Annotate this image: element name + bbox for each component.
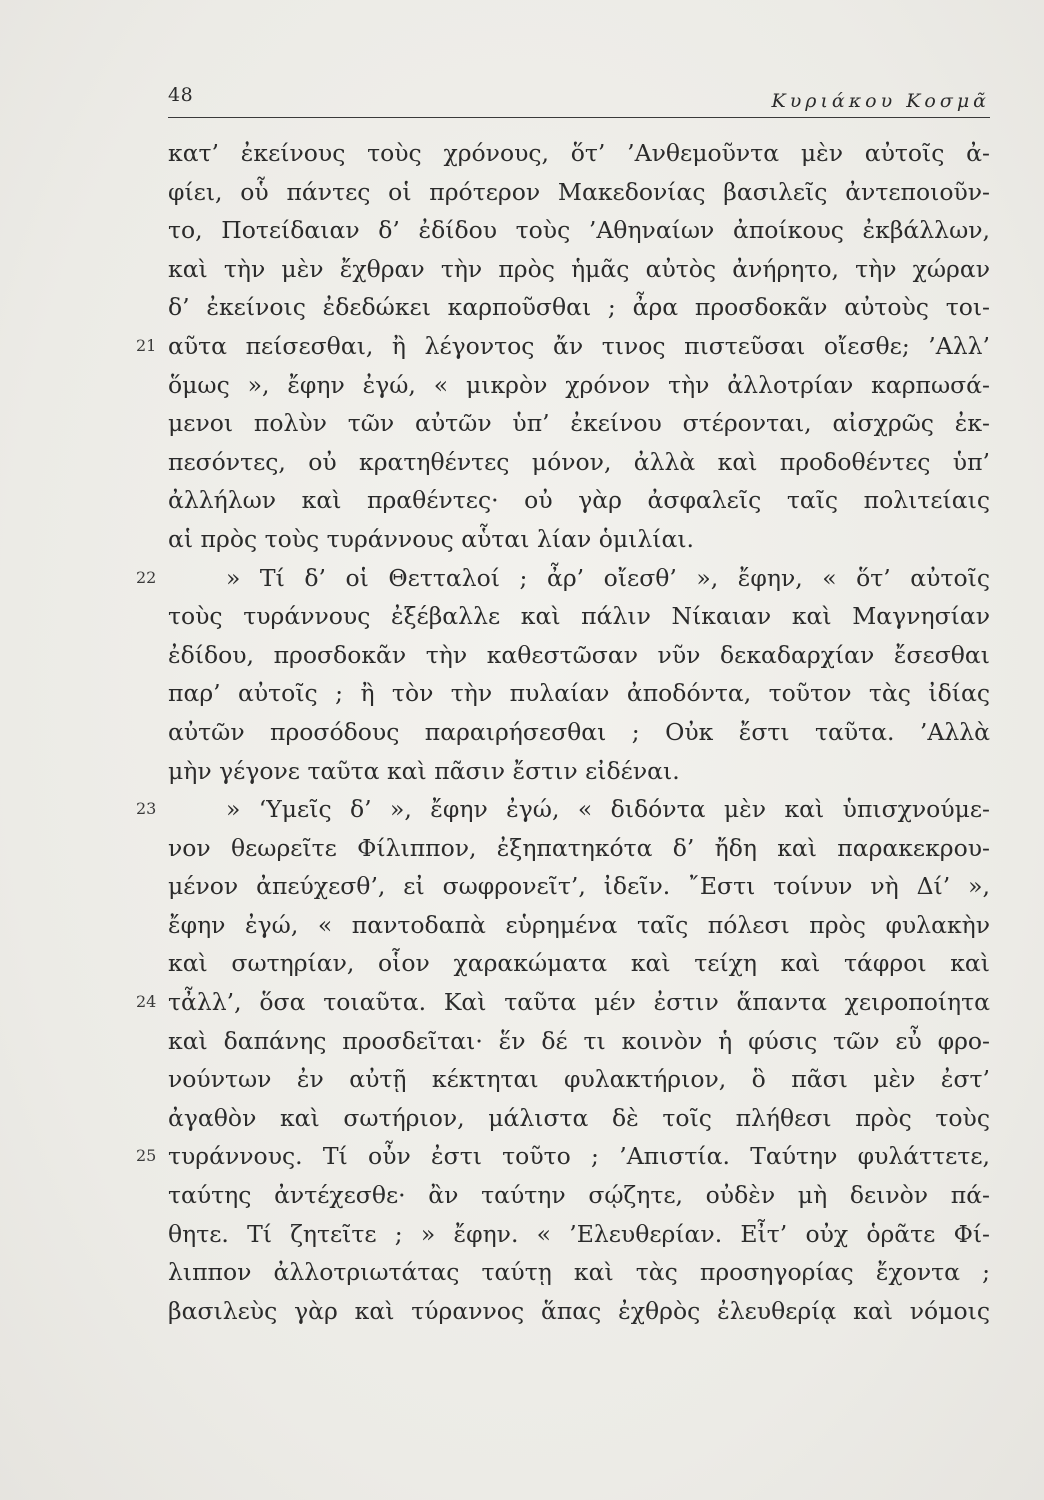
text-line xyxy=(168,211,990,250)
line-text: μένον ἀπεύχεσθ’, εἰ σωφρονεῖτ’, ἰδεῖν. ῎Εστι τοίνυν νὴ Δί’ », xyxy=(168,872,990,901)
text-line xyxy=(168,481,990,520)
line-text: νον θεωρεῖτε Φίλιππον, ἐξηπατηκότα δ’ ἤδη καὶ παρακεκρου- xyxy=(168,833,990,862)
body-text xyxy=(136,134,990,1330)
line-text: φίει, οὗ πάντες οἱ πρότερον Μακεδονίας βασιλεῖς ἀντεποιοῦν- xyxy=(168,177,990,206)
section-number: 24 xyxy=(136,992,157,1012)
line-text: νούντων ἐν αὐτῇ κέκτηται φυλακτήριον, ὃ πᾶσι μὲν ἐστ’ xyxy=(168,1065,990,1094)
line-text: βασιλεὺς γὰρ καὶ τύραννος ἅπας ἐχθρὸς ἐλευθερίᾳ καὶ νόμοις xyxy=(168,1296,990,1325)
text-line xyxy=(136,983,990,1022)
header-rule xyxy=(168,117,990,118)
text-line xyxy=(168,636,990,675)
text-line xyxy=(168,944,990,983)
text-line xyxy=(168,829,990,868)
line-text: ἀγαθὸν καὶ σωτήριον, μάλιστα δὲ τοῖς πλήθεσι πρὸς τοὺς xyxy=(168,1103,990,1132)
text-line xyxy=(136,327,990,366)
line-text: αἱ πρὸς τοὺς τυράννους αὗται λίαν ὁμιλίαι. xyxy=(168,524,695,553)
line-text: ὅμως », ἔφην ἐγώ, « μικρὸν χρόνον τὴν ἀλλοτρίαν καρπωσά- xyxy=(168,370,990,399)
line-text: τοὺς τυράννους ἐξέβαλλε καὶ πάλιν Νίκαιαν καὶ Μαγνησίαν xyxy=(168,602,990,631)
line-text: παρ’ αὐτοῖς ; ἢ τὸν τὴν πυλαίαν ἀποδόντα, τοῦτον τὰς ἰδίας xyxy=(168,679,990,708)
text-line xyxy=(168,404,990,443)
section-number: 21 xyxy=(136,335,157,355)
text-line xyxy=(168,752,990,791)
line-text: ἀλλήλων καὶ πραθέντες· οὐ γὰρ ἀσφαλεῖς ταῖς πολιτείαις xyxy=(168,486,990,515)
text-line xyxy=(168,713,990,752)
line-text: κατ’ ἐκείνους τοὺς χρόνους, ὅτ’ ’Ανθεμοῦντα μὲν αὐτοῖς ἀ- xyxy=(168,139,990,167)
line-text: τἆλλ’, ὅσα τοιαῦτα. Καὶ ταῦτα μέν ἐστιν ἅπαντα χειροποίητα xyxy=(168,988,990,1017)
text-line xyxy=(168,366,990,405)
line-text: τυράννους. Τί οὖν ἐστι τοῦτο ; ’Απιστία. Ταύτην φυλάττετε, xyxy=(168,1142,990,1171)
text-line xyxy=(168,134,990,173)
line-text: » Τί δ’ οἱ Θετταλοί ; ἆρ’ οἴεσθ’ », ἔφην, « ὅτ’ αὐτοῖς xyxy=(226,563,990,592)
line-text: δ’ ἐκείνοις ἐδεδώκει καρποῦσθαι ; ἆρα προσδοκᾶν αὐτοὺς τοι- xyxy=(168,293,990,322)
line-text: μὴν γέγονε ταῦτα καὶ πᾶσιν ἔστιν εἰδέναι. xyxy=(168,756,680,785)
line-text: ἔφην ἐγώ, « παντοδαπὰ εὑρημένα ταῖς πόλεσι πρὸς φυλακὴν xyxy=(168,910,990,939)
section-number: 23 xyxy=(136,799,157,819)
text-line xyxy=(168,1253,990,1292)
line-text: καὶ σωτηρίαν, οἷον χαρακώματα καὶ τείχη καὶ τάφροι καὶ xyxy=(168,949,990,978)
text-line xyxy=(168,906,990,945)
line-text: » ‘Υμεῖς δ’ », ἔφην ἐγώ, « διδόντα μὲν καὶ ὑπισχνούμε- xyxy=(226,795,990,824)
text-line xyxy=(168,1099,990,1138)
line-text: το, Ποτείδαιαν δ’ ἐδίδου τοὺς ’Αθηναίων ἀποίκους ἐκβάλλων, xyxy=(168,216,990,245)
text-line xyxy=(168,597,990,636)
page-header xyxy=(168,84,990,120)
text-line xyxy=(168,1176,990,1215)
text-line xyxy=(168,520,990,559)
text-line xyxy=(168,443,990,482)
text-line xyxy=(136,559,990,598)
line-text: θητε. Τί ζητεῖτε ; » ἔφην. « ’Ελευθερίαν. Εἶτ’ οὐχ ὁρᾶτε Φί- xyxy=(168,1219,990,1248)
running-head: Κυριάκου Κοσμᾶ xyxy=(771,90,990,112)
line-text: καὶ δαπάνης προσδεῖται· ἕν δέ τι κοινὸν ἡ φύσις τῶν εὖ φρο- xyxy=(168,1026,990,1055)
text-line xyxy=(168,173,990,212)
line-text: ἐδίδου, προσδοκᾶν τὴν καθεστῶσαν νῦν δεκαδαρχίαν ἔσεσθαι xyxy=(168,640,990,669)
text-line xyxy=(168,1060,990,1099)
text-line xyxy=(168,1292,990,1331)
line-text: αὐτῶν προσόδους παραιρήσεσθαι ; Οὐκ ἔστι ταῦτα. ’Αλλὰ xyxy=(168,717,990,746)
text-line xyxy=(168,1215,990,1254)
line-text: μενοι πολὺν τῶν αὐτῶν ὑπ’ ἐκείνου στέρονται, αἰσχρῶς ἐκ- xyxy=(168,409,990,438)
text-line xyxy=(168,674,990,713)
text-line xyxy=(168,867,990,906)
section-number: 22 xyxy=(136,567,157,587)
line-text: πεσόντες, οὐ κρατηθέντες μόνον, ἀλλὰ καὶ προδοθέντες ὑπ’ xyxy=(168,447,990,476)
page-number: 48 xyxy=(168,84,194,106)
section-number: 25 xyxy=(136,1146,157,1166)
line-text: ταύτης ἀντέχεσθε· ἂν ταύτην σῴζητε, οὐδὲν μὴ δεινὸν πά- xyxy=(168,1181,990,1210)
text-line xyxy=(136,790,990,829)
text-line xyxy=(136,1137,990,1176)
text-line xyxy=(168,1022,990,1061)
text-line xyxy=(168,250,990,289)
line-text: καὶ τὴν μὲν ἔχθραν τὴν πρὸς ἡμᾶς αὐτὸς ἀνήρητο, τὴν χώραν xyxy=(168,254,990,283)
line-text: λιππον ἀλλοτριωτάτας ταύτῃ καὶ τὰς προσηγορίας ἔχοντα ; xyxy=(168,1258,990,1287)
line-text: αῦτα πείσεσθαι, ἢ λέγοντος ἄν τινος πιστεῦσαι οἴεσθε; ’Αλλ’ xyxy=(168,331,990,360)
text-line xyxy=(168,288,990,327)
